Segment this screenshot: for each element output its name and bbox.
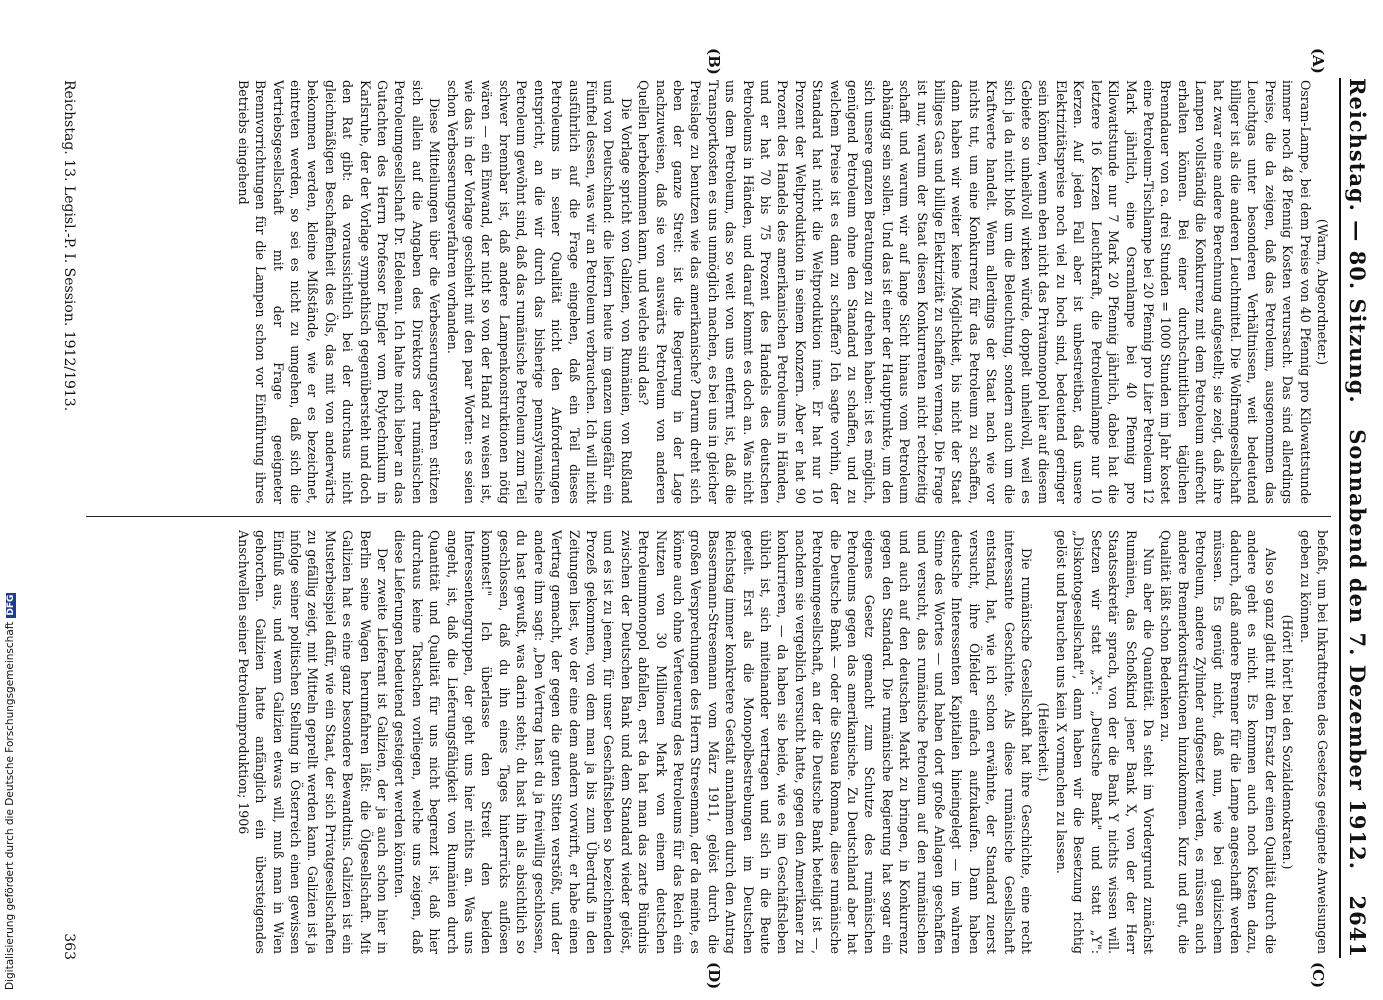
- margin-marker-d: (D): [705, 962, 723, 990]
- header-left: Reichstag. — 80. Sitzung.: [1345, 78, 1370, 404]
- paragraph: Die Vorlage spricht von Galizien, von Rumänien, von Rußland und von Deutschland: die liefern heute im ganzen ungefähr ein Fünftel dessen, was wir an Petroleum verbrauchen. Ich will nicht ausführlich auf die Frage eingehen, daß ein Teil dieses Petroleums in seiner Qualität nicht den Anforderungen entspricht, an die wir durch das bisherige pennsylvanische Petroleum gewöhnt sind, daß das rumänische Petroleum zum Teil schwer brennbar ist, daß andere Lampenkonstruktionen nötig wären — ein Einwand, der nicht so von der Hand zu weisen ist, wie das in der Vorlage geschieht mit den paar Worten: es seien schon Verbesserungsverfahren vorhanden.: [444, 80, 634, 504]
- page-number-bottom: 363: [61, 933, 77, 960]
- page-header: [1339, 78, 1375, 958]
- digitization-credit: Digitalisierung gefördert durch die Deutsche Forschungsgemeinschaft: [4, 621, 16, 990]
- interjection: (Hört! hört! bei den Sozialdemokraten.): [1280, 614, 1296, 870]
- paragraph: Der zweite Lieferant ist Galizien, der ja auch schon hier in Berlin seine Wagen herumfahren läßt: die Ölgesellschaft. Mit Galizien hat es eine ganz besondere Bewandtnis. Galizien ist ein Musterbeispiel dafür, wie ein Staat, der sich Privatgesellschaften zu gefällig zeigt, mit Mitteln geprellt werden kann. Galizien ist ja infolge seiner politischen Stellung in Österreich einen gewissen Einfluß aus, und wenn Galizien etwas will, muß man in Wien gehorchen. Galizien hatte anfänglich ein übersteigendes Anschwellen seiner Petroleumproduktion; 1906: [235, 530, 391, 954]
- credit-strip: [4, 0, 18, 1000]
- margin-marker-a: (A): [1309, 48, 1327, 74]
- footer-session: Reichstag. 13. Legisl.-P. I. Session. 1912/1913.: [61, 80, 77, 412]
- left-column: [86, 80, 1331, 504]
- paragraph: Osram-Lampe, bei dem Preise von 40 Pfennig pro Kilowattstunde immer noch 48 Pfennig Kosten verursacht. Das sind allerdings Preise, die da zeigen, daß das Petroleum, ausgenommen das Leuchtgas unter besonderen Verhältnissen, weit bedeutend billiger ist als die anderen Leuchtmittel. Die Wolframgesellschaft hat zwar eine andere Berechnung aufgestellt; sie zeigt, daß ihre Lampen vollständig die Konkurrenz mit dem Petroleum aufrecht erhalten können. Bei einer durchschnittlichen täglichen Brenndauer von ca. drei Stunden = 1000 Stunden im Jahr kostet eine Petroleum-Tischlampe bei 20 Pfennig pro Liter Petroleum 12 Mark jährlich, eine Osramlampe bei 40 Pfennig pro Kilowattstunde nur 7 Mark 20 Pfennig jährlich, dabei hat die letztere 16 Kerzen Leuchtkraft, die Petroleumlampe nur 10 Kerzen. Auf jeden Fall aber ist unbestreitbar, daß unsere Elektrizitätspreise noch viel zu hoch sind, bedeutend geringer sein könnten, wenn eben nicht das Privatmonopol hier auf diesem Gebiete so unheilvoll wirken würde, doppelt unheilvoll, weil es sich ja da nicht bloß um die Beleuchtung, sondern auch um die Kraftwerte handelt. Wenn allerdings der Staat nach wie vor nichts tut, um eine Konkurrenz für das Petroleum zu schaffen, dann haben wir weiter keine Möglichkeit, bis nicht der Staat billiges Gas und billige Elektrizität zu schaffen vermag. Die Frage ist nur, warum der Staat diesen Konkurrenten nicht rechtzeitig schafft und warum wir auf lange Sicht hinaus vom Petroleum abhängig sein sollen. Und das ist einer der Hauptpunkte, um den sich unsere ganzen Beratungen zu drehen haben: ist es möglich, genügend Petroleum ohne den Standard zu schaffen, und zu welchem Preise ist es dann zu schaffen? Ich sagte vorhin, der Standard hat nicht die Weltproduktion inne. Er hat nur 10 Prozent der Weltproduktion in seinem Konzern. Aber er hat 90 Prozent des Handels des amerikanischen Petroleums in Händen, und er hat 70 bis 75 Prozent des Handels des deutschen Petroleums in Händen, und darauf kommt es doch an. Was nicht uns dem Petroleum, das so weit von uns entfernt ist, daß die Transportkosten es uns unmöglich machen, es bei uns in gleicher Preislage zu benutzen wie das amerikanische? Darum dreht sich eben der ganze Streit: ist die Regierung in der Lage nachzuweisen, daß sie von auswärts Petroleum von anderen Quellen herbekommen kann, und welche sind das?: [636, 80, 1313, 504]
- paragraph: befaßt, um bei Inkrafttreten des Gesetzes geeignete Anweisungen geben zu können.: [1297, 530, 1330, 954]
- header-date: Sonnabend den 7. Dezember 1912.: [1345, 429, 1370, 871]
- right-column: [86, 530, 1331, 954]
- column-divider: [86, 516, 1331, 517]
- paragraph: Nun aber die Quantität. Da steht im Vordergrund zunächst Rumänien, das Schoßkind jener Bank X, von der der Herr Staatssekretär sprach, von der die Bank Y nichts wissen will. Setzen wir statt „X": „Deutsche Bank" und statt „Y": „Diskontogesellschaft", dann haben wir die Besetzung richtig gelöst und brauchen uns kein X vormachen zu lassen.: [1053, 530, 1156, 954]
- page-number-top: 2641: [1345, 895, 1370, 958]
- margin-marker-c: (C): [1309, 962, 1327, 989]
- page-footer: [61, 80, 77, 960]
- paragraph: Die rumänische Gesellschaft hat ihre Geschichte, eine recht interessante Geschichte. Als diese rumänische Gesellschaft entstand, hat, wie ich schon erwähnte, der Standard zuerst versucht, ihre Ölfelder einfach aufzukaufen. Dann haben deutsche Interessenten Kapitalien hineingelegt — im wahren Sinne des Wortes — und haben dort große Anlagen geschaffen und versucht, das rumänische Petroleum auf den rumänischen und auch auf den deutschen Markt zu bringen, in Konkurrenz gegen den Standard. Die rumänische Regierung hat sogar ein eigenes Gesetz gemacht zum Schutze des rumänischen Petroleums gegen das amerikanische. Zu Deutschland aber hat die Deutsche Bank — oder die Steaua Romana, diese rumänische Petroleumgesellschaft, an der die Deutsche Bank beteiligt ist —, nachdem sie vergeblich versucht hatte, gegen den Amerikaner zu konkurrieren, — da haben sie beide, wie es im Geschäftsleben üblich ist, sich miteinander vertragen und sich in die Beute geteilt. Erst als die Monopolbestrebungen im Deutschen Reichstag immer konkretere Gestalt annahmen durch den Antrag Bassermann-Stresemann vom März 1911, gelöst durch die großen Versprechungen des Herrn Stresemann, der da meinte, es könne auch ohne Verteuerung des Petroleums für das Reich ein Nutzen von 30 Millionen Mark von einem deutschen Petroleummonopol abfallen, erst da hat man das zarte Bündnis zwischen der Deutschen Bank und dem Standard wieder gelöst, und es ist zu jenem, für unser Geschäftsleben so bezeichnenden Prozeß gekommen, von dem man ja bis zum Überdruß in den Zeitungen liest, wo der eine dem andern vorwirft, er habe einen Vertrag gemacht, der gegen die guten Sitten verstößt, und der andere ihm sagt: „Den Vertrag hast du ja freiwillig geschlossen, du hast gewußt, was darin steht; du hast ihn als absichtlich so geschlossen, daß du ihn eines Tages hinterrücks auflösen konntest!" Ich überlasse den Streit den beiden Interessentengruppen, der geht uns hier nichts an. Was uns angeht, ist, daß die Lieferungsfähigkeit von Rumänien durch Quantität und Qualität für uns nicht begrenzt ist, daß hier durchaus keine Tatsachen vorliegen, welche uns zeigen, daß diese Lieferungen bedeutend gesteigert werden könnten.: [392, 530, 1035, 954]
- paragraph: Diese Mitteilungen über die Verbesserungsverfahren stützen sich allein auf die Angaben des Direktors der rumänischen Petroleumgesellschaft Dr. Edeleanu. Ich halte mich lieber an das Gutachten des Herrn Professor Engler vom Polytechnikum in Karlsruhe, der der Vorlage sympathisch gegenübersteht und doch den Rat gibt: da voraussichtlich bei der durchaus nicht gleichmäßigen Beschaffenheit des Öls, das mit von anderwärts bekommen werden, kleine Mißstände, wie er es bezeichnet, eintreten werden, so sei es nicht zu umgehen, daß sich die Vertriebsgesellschaft mit der Frage geeigneter Brennvorrichtungen für die Lampen schon vor Einführung ihres Betriebs eingehend: [235, 80, 443, 504]
- paragraph: Also so ganz glatt mit dem Ersatz der einen Qualität durch die andere geht es nicht. Es kommen auch noch Kosten dazu, dadurch, daß andere Brenner für die Lampe angeschafft werden müssen. Es genügt nicht, daß nun, wie bei galizischem Petroleum, andere Zylinder aufgesetzt werden, es müssen auch andere Brennerkonstruktionen hinzukommen. Kurz und gut, die Qualität läßt schon Bedenken zu.: [1158, 530, 1278, 954]
- interjection: (Heiterkeit.): [1036, 702, 1052, 782]
- margin-marker-b: (B): [705, 48, 723, 75]
- dfg-logo-icon: DFG: [6, 594, 16, 616]
- speaker-line: (Warm, Abgeordneter.): [1315, 218, 1330, 366]
